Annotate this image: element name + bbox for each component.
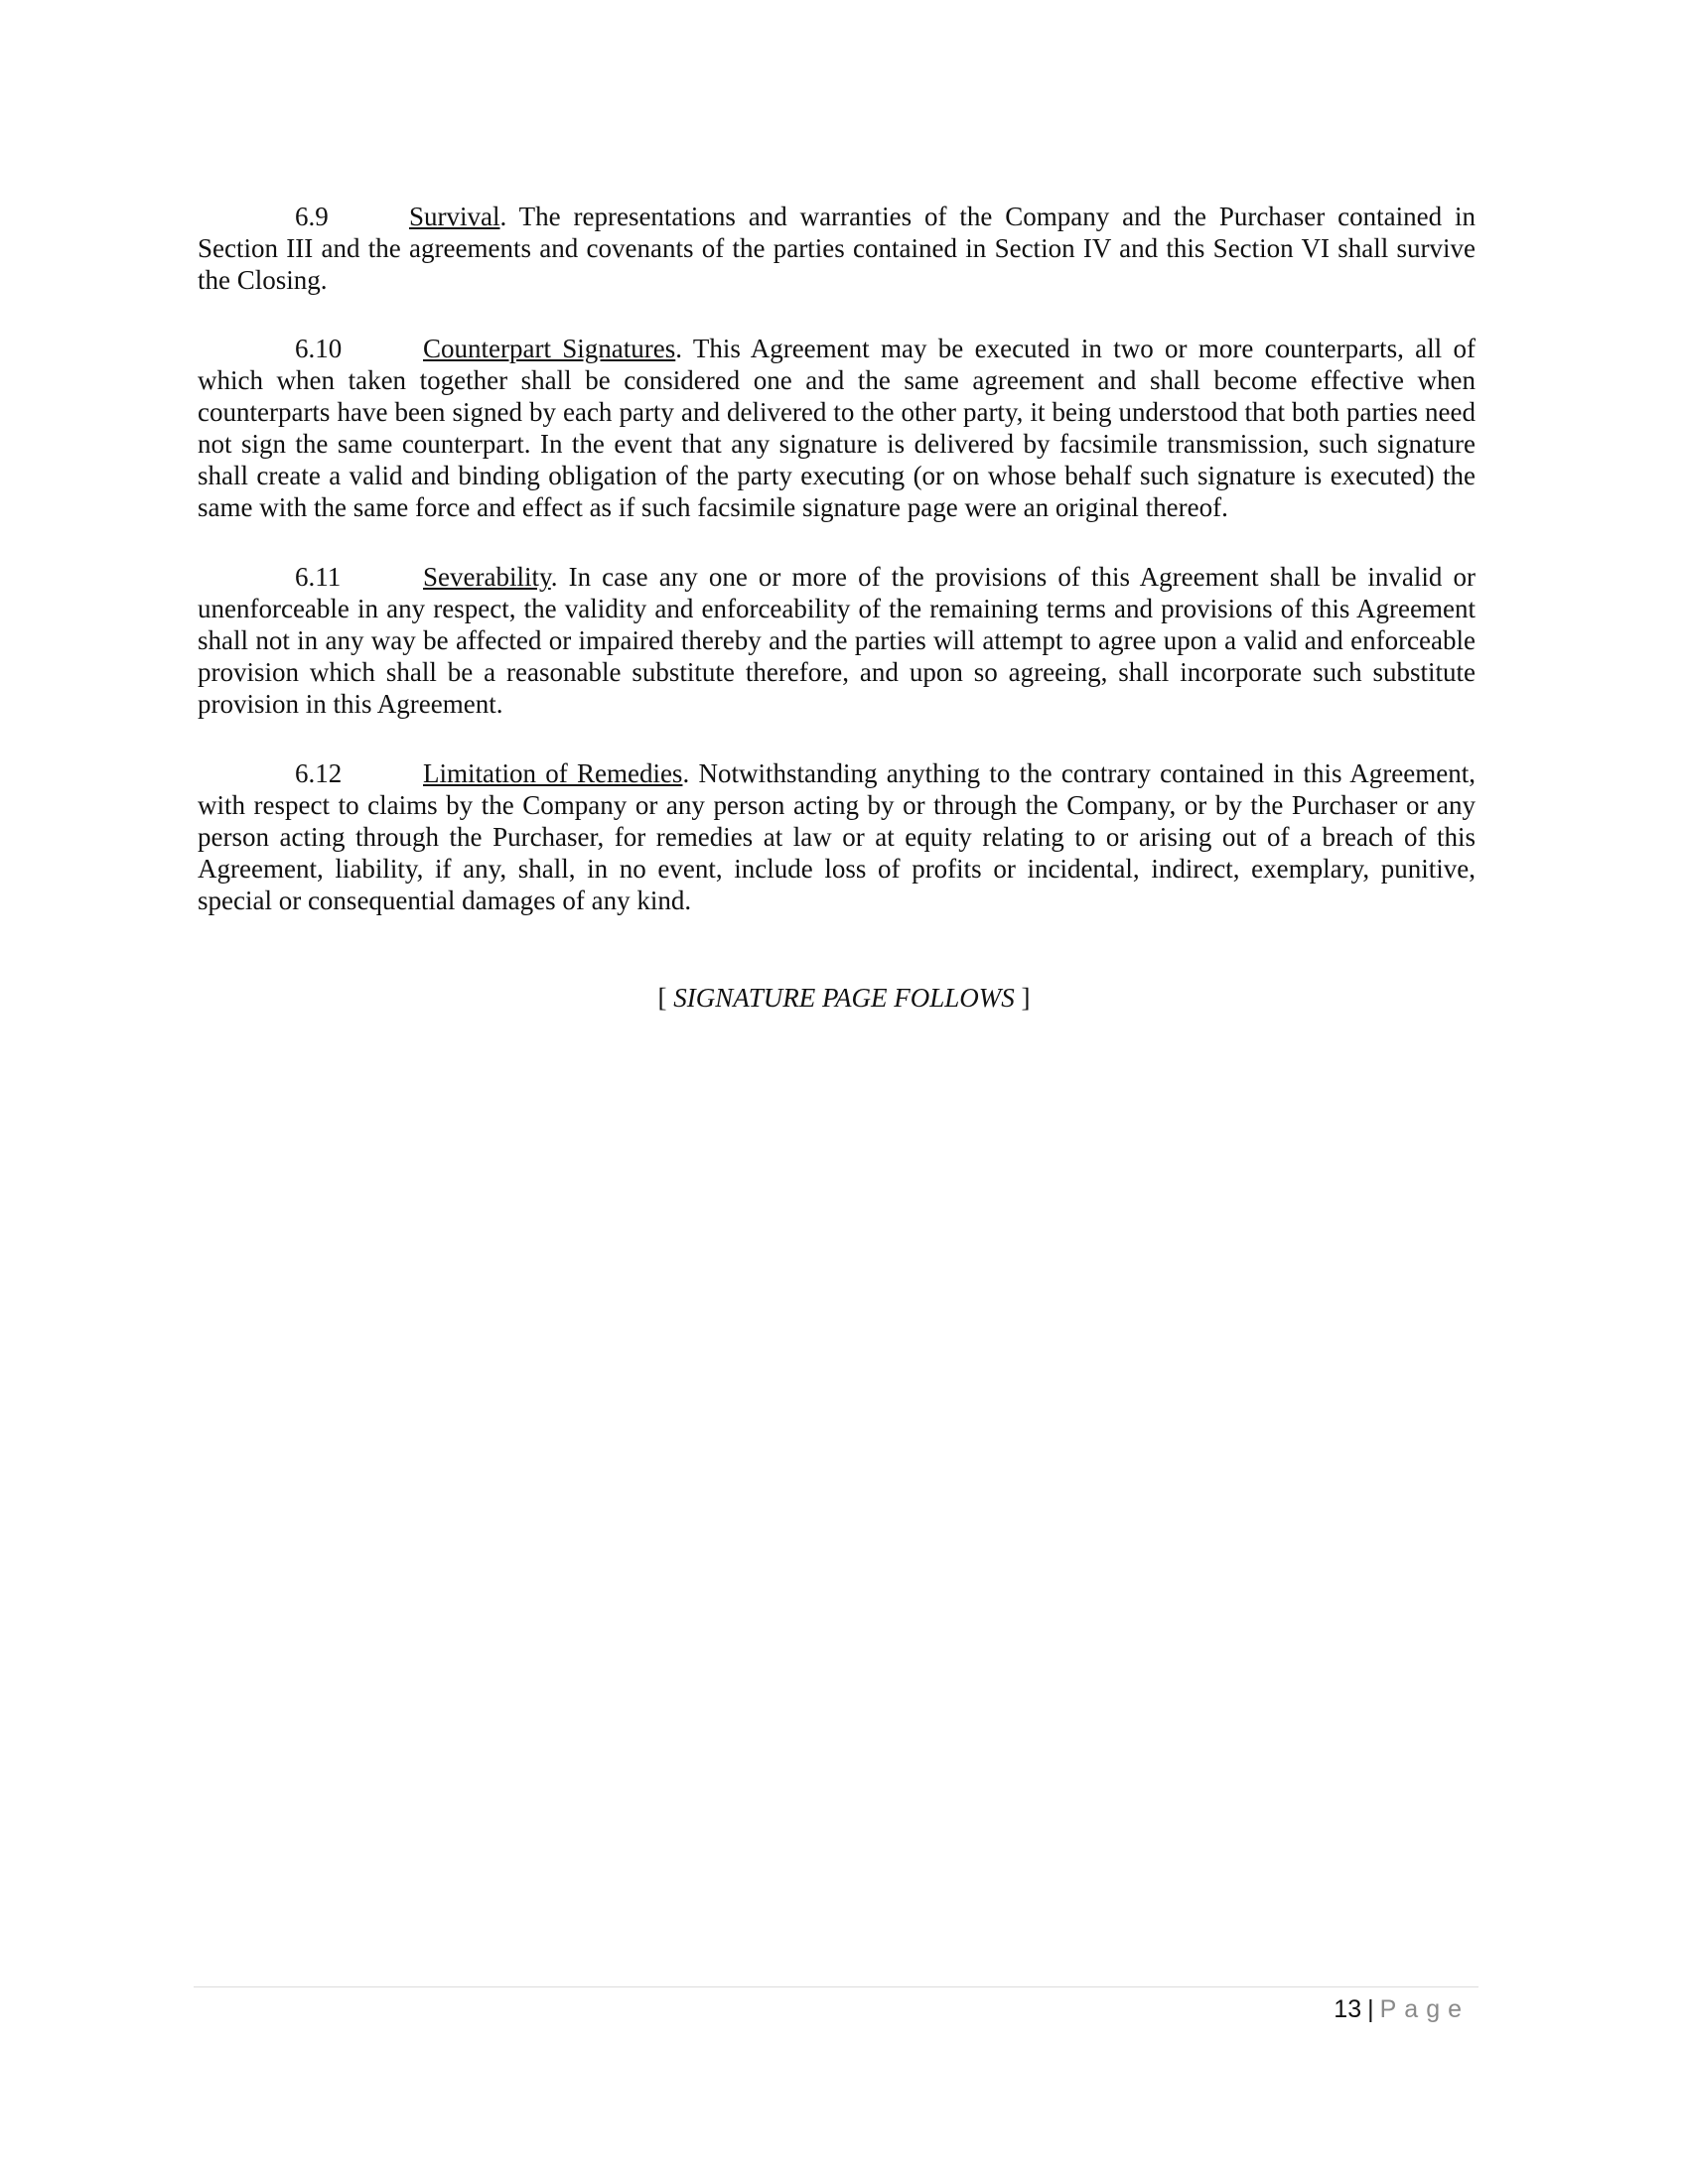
signature-note-text: SIGNATURE PAGE FOLLOWS bbox=[673, 983, 1015, 1013]
page-number: 13 bbox=[1334, 1995, 1362, 2023]
footer-divider bbox=[194, 1986, 1478, 1987]
page-footer bbox=[1334, 1995, 1470, 2024]
section-6-9 bbox=[198, 201, 1476, 296]
bracket-close: ] bbox=[1014, 983, 1031, 1013]
section-heading: Limitation of Remedies bbox=[423, 758, 683, 788]
section-text: . Notwithstanding anything to the contrary contained in this Agreement, with respect to claims by the Company or any person acting by or through the Company, or by the Purchaser or any person acting through the Purchaser, for remedies at law or at equity relating to or arising out of a breach of this Agreement, liability, if any, shall, in no event, include loss of profits or incidental, indirect, exemplary, punitive, special or consequential damages of any kind. bbox=[198, 758, 1477, 915]
section-number: 6.9 bbox=[295, 202, 329, 231]
section-heading: Survival bbox=[409, 202, 500, 231]
page-label: Page bbox=[1379, 1995, 1470, 2023]
section-6-10 bbox=[198, 333, 1476, 523]
section-text: . The representations and warranties of the Company and the Purchaser contained in Section III and the agreements and covenants of the parties contained in Section IV and this Section VI shall survive the Closing. bbox=[198, 202, 1476, 295]
section-text: . This Agreement may be executed in two or more counterparts, all of which when taken together shall be considered one and the same agreement and shall become effective when counterparts have been signed by each party and delivered to the other party, it being understood that both parties need not sign the same counterpart. In the event that any signature is delivered by facsimile transmission, such signature shall create a valid and binding obligation of the party executing (or on whose behalf such signature is executed) the same with the same force and effect as if such facsimile signature page were an original thereof. bbox=[198, 334, 1476, 522]
footer-separator: | bbox=[1367, 1995, 1374, 2023]
signature-page-note bbox=[0, 983, 1688, 1014]
section-6-11 bbox=[198, 561, 1476, 720]
section-number: 6.11 bbox=[295, 562, 342, 592]
section-number: 6.10 bbox=[295, 334, 343, 363]
section-number: 6.12 bbox=[295, 758, 343, 788]
section-heading: Severability bbox=[423, 562, 551, 592]
section-6-12 bbox=[198, 757, 1476, 916]
section-heading: Counterpart Signatures bbox=[423, 334, 676, 363]
section-text: . In case any one or more of the provisions of this Agreement shall be invalid or unenforceable in any respect, the validity and enforceability of the remaining terms and provisions of this Agreement shall not in any way be affected or impaired thereby and the parties will attempt to agree upon a valid and enforceable provision which shall be a reasonable substitute therefore, and upon so agreeing, shall incorporate such substitute provision in this Agreement. bbox=[198, 562, 1476, 719]
bracket-open: [ bbox=[657, 983, 674, 1013]
